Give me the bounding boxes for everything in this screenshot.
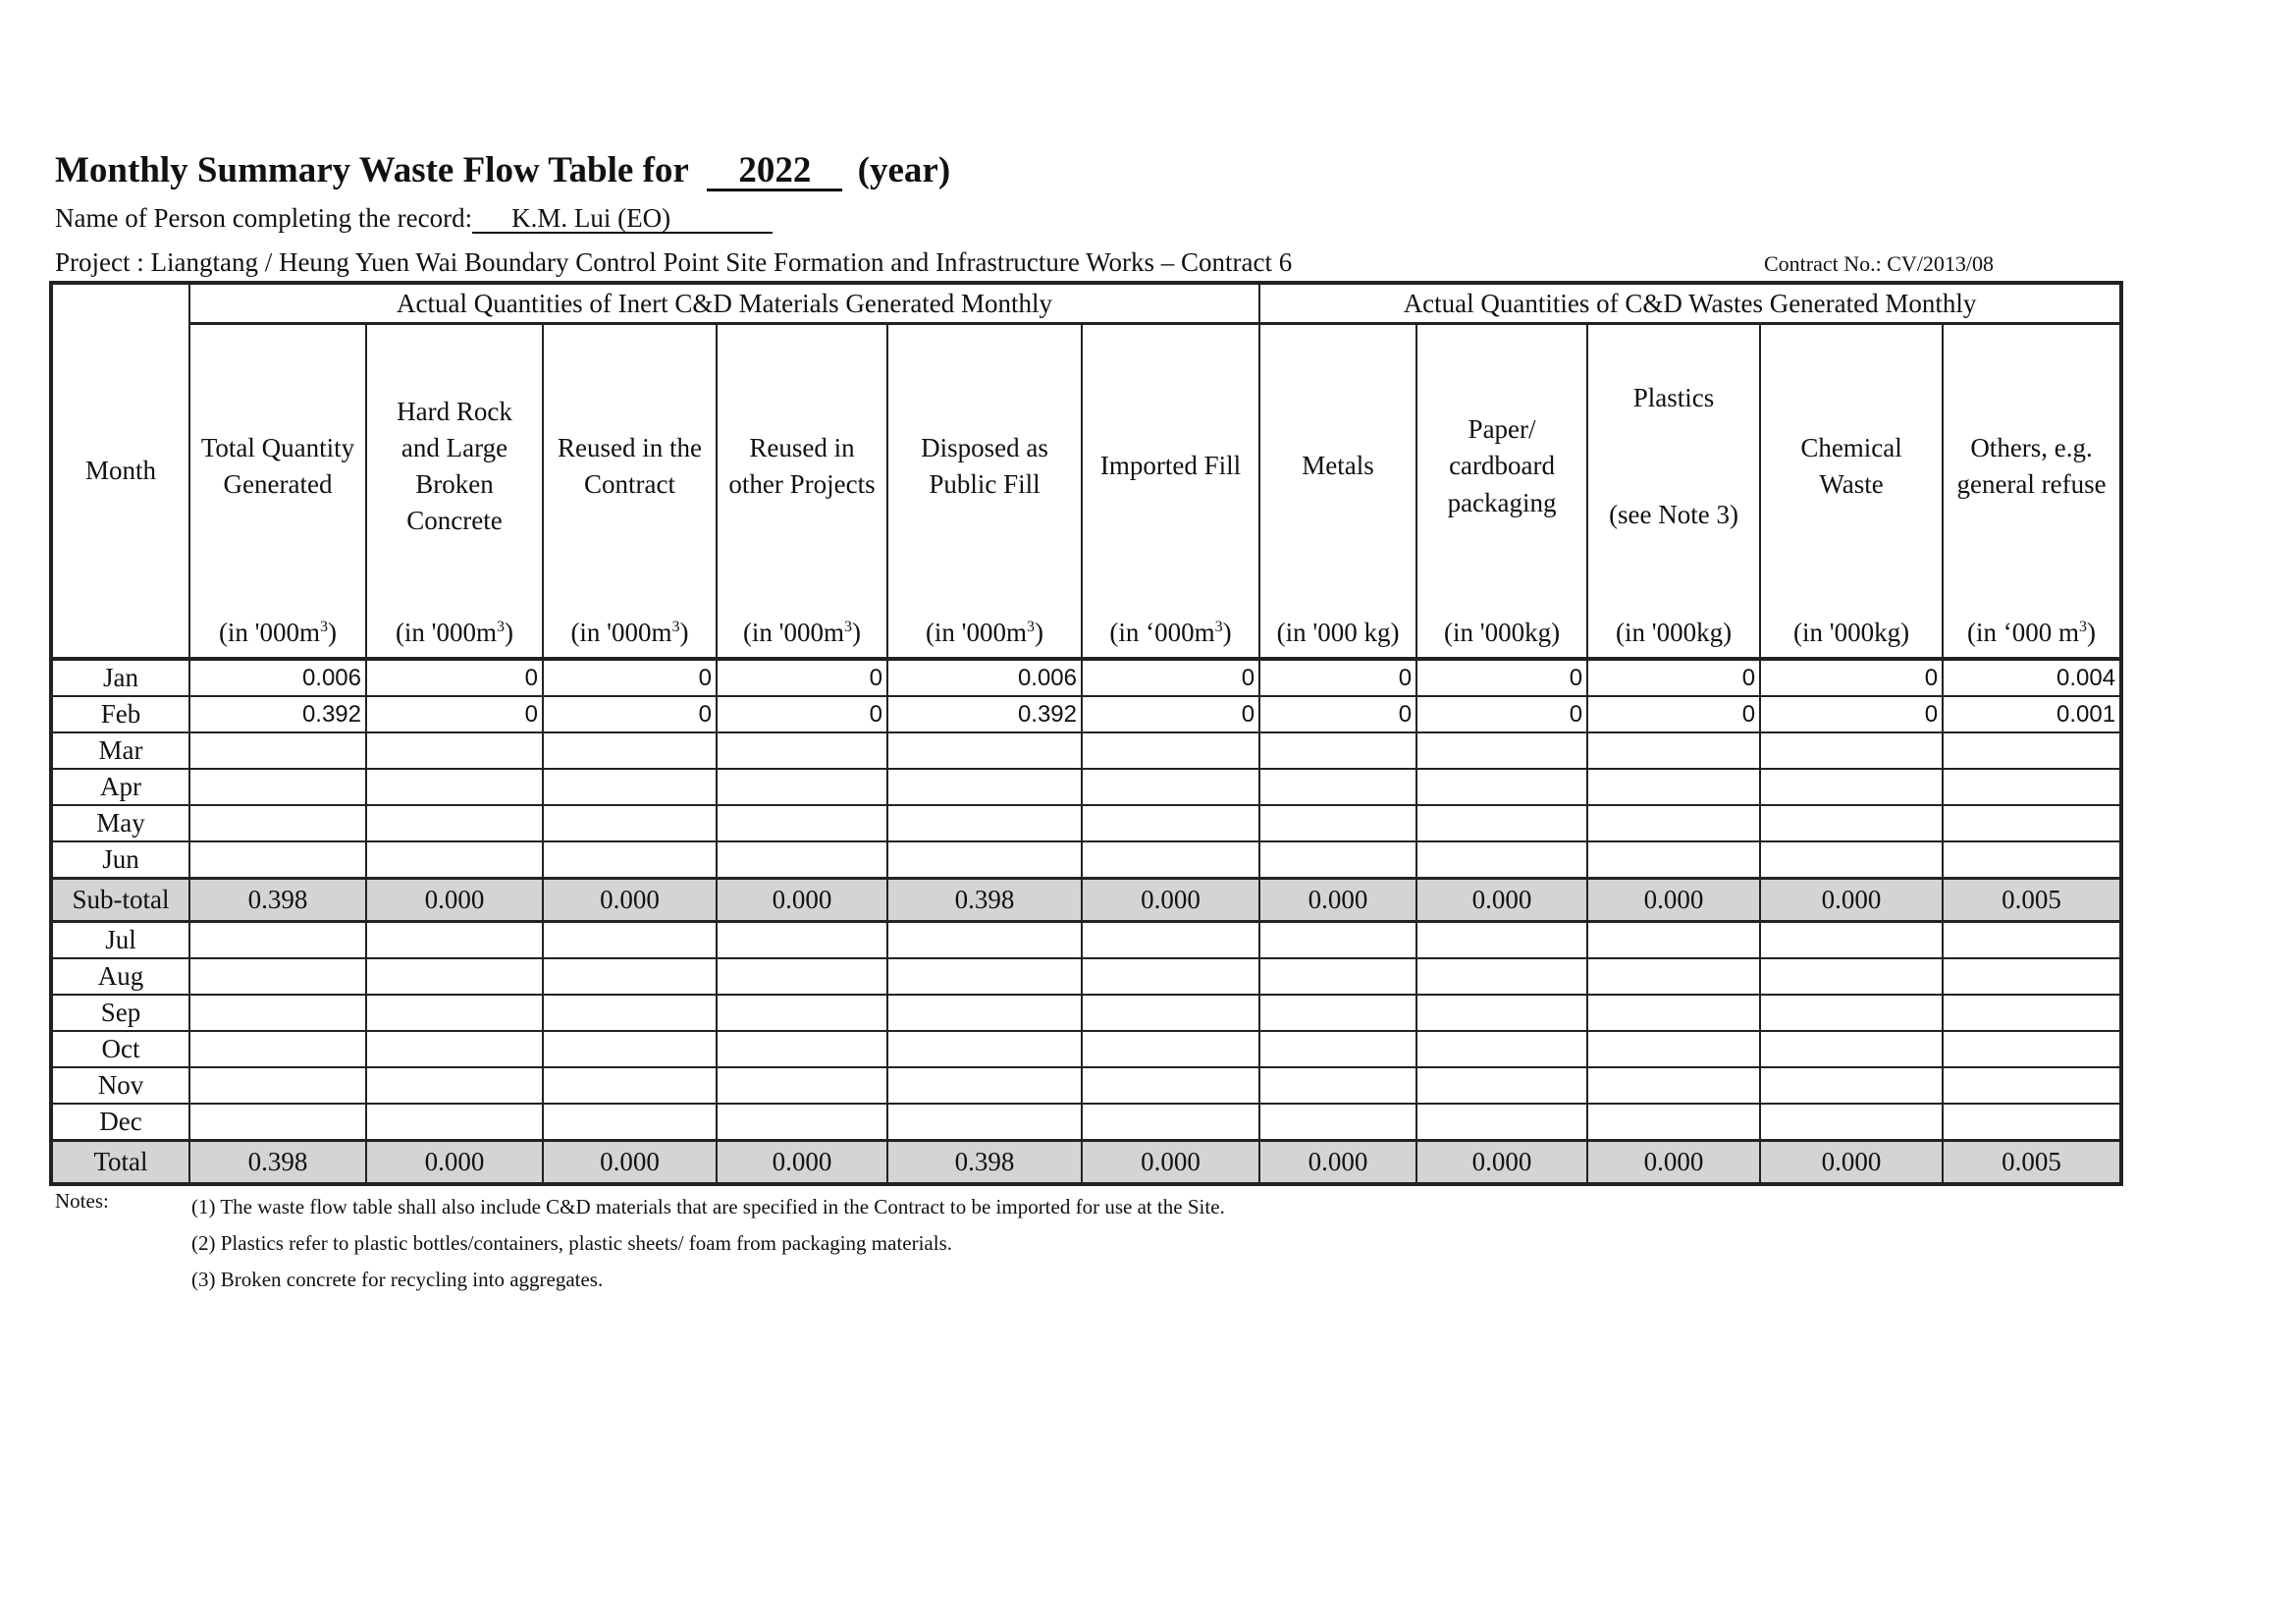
col-header-line: Disposed as: [921, 432, 1048, 462]
table-cell: 0: [1760, 696, 1943, 732]
col-header-public-fill: [887, 324, 1082, 609]
note-item: (2) Plastics refer to plastic bottles/containers, plastic sheets/ foam from packaging materials.: [191, 1231, 953, 1255]
table-cell: [887, 1104, 1082, 1141]
unit-plastics: (in '000kg): [1587, 608, 1760, 659]
table-cell: [1943, 732, 2121, 769]
unit-text: ): [2087, 617, 2097, 647]
total-row: [51, 1141, 2121, 1185]
table-cell: 0.000: [1587, 879, 1760, 922]
table-cell: [1259, 1067, 1416, 1104]
table-cell: [1943, 922, 2121, 959]
table-cell: [1259, 1104, 1416, 1141]
table-cell: [1760, 732, 1943, 769]
row-label: Jul: [51, 922, 189, 959]
table-cell: [189, 769, 366, 805]
col-header-line: Waste: [1819, 469, 1884, 499]
table-cell: [543, 732, 717, 769]
table-cell: [543, 1031, 717, 1067]
table-cell: 0: [543, 696, 717, 732]
unit-text: ): [1035, 617, 1044, 647]
table-cell: [1082, 1031, 1259, 1067]
table-cell: [1943, 1031, 2121, 1067]
table-row: [51, 922, 2121, 959]
unit-text: (in ‘000m: [1109, 617, 1215, 647]
table-cell: [1416, 1104, 1587, 1141]
col-header-line: Plastics: [1632, 383, 1715, 412]
unit-reused-other: [717, 608, 887, 659]
table-cell: [1259, 732, 1416, 769]
col-header-line: Paper/: [1468, 414, 1536, 445]
note-item: (1) The waste flow table shall also include C&D materials that are specified in the Contract to be imported for use at the Site.: [191, 1195, 1225, 1218]
table-cell: [1259, 1031, 1416, 1067]
table-cell: 0: [1760, 659, 1943, 696]
table-cell: [1587, 805, 1760, 841]
table-cell: [887, 732, 1082, 769]
person-line: [55, 203, 773, 234]
table-cell: [1587, 995, 1760, 1031]
table-cell: [366, 841, 543, 879]
table-cell: 0.000: [717, 1141, 887, 1185]
table-cell: [1259, 769, 1416, 805]
table-cell: [366, 922, 543, 959]
project-line: Project : Liangtang / Heung Yuen Wai Boundary Control Point Site Formation and Infrastructure Works – Contract 6: [55, 247, 1293, 277]
table-cell: 0.000: [1259, 1141, 1416, 1185]
table-cell: 0.398: [887, 1141, 1082, 1185]
table-cell: 0: [1587, 696, 1760, 732]
table-cell: [1259, 805, 1416, 841]
unit-text: ): [1222, 617, 1232, 647]
table-cell: [543, 769, 717, 805]
table-cell: [1760, 958, 1943, 995]
table-cell: 0.004: [1943, 659, 2121, 696]
col-header-plastics: [1587, 324, 1760, 609]
row-label: May: [51, 805, 189, 841]
table-cell: 0.392: [189, 696, 366, 732]
row-label: Mar: [51, 732, 189, 769]
row-label: Dec: [51, 1104, 189, 1141]
table-cell: [366, 995, 543, 1031]
unit-text: ): [328, 617, 338, 647]
table-cell: 0: [1082, 659, 1259, 696]
unit-chemical: (in '000kg): [1760, 608, 1943, 659]
inert-group-header: Actual Quantities of Inert C&D Materials Generated Monthly: [189, 283, 1259, 324]
table-cell: 0.001: [1943, 696, 2121, 732]
col-header-line: Reused in: [749, 432, 855, 462]
table-cell: [1416, 922, 1587, 959]
contract-number: Contract No.: CV/2013/08: [1764, 251, 1995, 276]
table-cell: 0.005: [1943, 879, 2121, 922]
table-cell: [1082, 805, 1259, 841]
table-cell: [1943, 1104, 2121, 1141]
table-cell: [1943, 995, 2121, 1031]
table-cell: 0: [1259, 659, 1416, 696]
table-cell: [1259, 922, 1416, 959]
waste-group-header: Actual Quantities of C&D Wastes Generated Monthly: [1259, 283, 2121, 324]
table-row: [51, 769, 2121, 805]
table-cell: 0: [1587, 659, 1760, 696]
table-cell: [543, 995, 717, 1031]
table-cell: [887, 1067, 1082, 1104]
unit-sup: 3: [2079, 618, 2088, 635]
table-cell: [366, 769, 543, 805]
title-suffix: (year): [857, 150, 951, 190]
table-cell: 0.000: [1082, 879, 1259, 922]
table-cell: [543, 958, 717, 995]
col-header-reused-contract: [543, 324, 717, 609]
table-cell: [887, 1031, 1082, 1067]
col-header-line: Concrete: [406, 506, 503, 536]
row-label: Apr: [51, 769, 189, 805]
waste-flow-table: [49, 281, 2123, 1186]
table-cell: [887, 922, 1082, 959]
col-header-line: Generated: [223, 469, 333, 499]
table-cell: 0.006: [887, 659, 1082, 696]
table-cell: [1259, 958, 1416, 995]
table-cell: [189, 805, 366, 841]
table-body: [51, 659, 2121, 1184]
table-cell: [1082, 1067, 1259, 1104]
table-cell: [1760, 805, 1943, 841]
table-cell: [1416, 1031, 1587, 1067]
table-cell: [1760, 1031, 1943, 1067]
row-label: Nov: [51, 1067, 189, 1104]
col-header-line: cardboard: [1449, 451, 1556, 481]
table-cell: [1587, 1031, 1760, 1067]
table-cell: [1416, 841, 1587, 879]
subtotal-row: [51, 879, 2121, 922]
table-cell: [1416, 958, 1587, 995]
table-cell: 0: [366, 696, 543, 732]
col-header-note: (see Note 3): [1609, 500, 1739, 530]
unit-text: ): [852, 617, 862, 647]
table-cell: [189, 1031, 366, 1067]
table-cell: [887, 805, 1082, 841]
table-cell: 0.000: [543, 1141, 717, 1185]
table-row: [51, 1031, 2121, 1067]
row-label: Sub-total: [51, 879, 189, 922]
col-header-line: Contract: [584, 469, 675, 499]
table-cell: [366, 1104, 543, 1141]
table-cell: 0: [1416, 696, 1587, 732]
table-cell: [1760, 995, 1943, 1031]
table-cell: [1760, 922, 1943, 959]
table-cell: [1587, 1104, 1760, 1141]
table-cell: [543, 805, 717, 841]
table-cell: [1416, 805, 1587, 841]
table-cell: [1943, 958, 2121, 995]
table-cell: [543, 841, 717, 879]
table-cell: [887, 958, 1082, 995]
table-cell: 0.005: [1943, 1141, 2121, 1185]
col-header-line: Imported Fill: [1099, 451, 1242, 481]
col-header-line: Hard Rock: [397, 396, 512, 426]
table-cell: [717, 922, 887, 959]
person-label: Name of Person completing the record:: [55, 203, 473, 233]
table-cell: 0.392: [887, 696, 1082, 732]
table-cell: [189, 995, 366, 1031]
col-header-imported-fill: [1082, 324, 1259, 609]
col-header-line: Others, e.g.: [1970, 432, 2093, 462]
table-cell: [1259, 841, 1416, 879]
col-header-paper: [1416, 324, 1587, 609]
table-cell: [1760, 1067, 1943, 1104]
col-header-total-quantity: [189, 324, 366, 609]
table-cell: [1943, 769, 2121, 805]
table-cell: [1416, 1067, 1587, 1104]
table-cell: [189, 958, 366, 995]
table-row: [51, 659, 2121, 696]
table-cell: 0: [717, 696, 887, 732]
table-cell: [1760, 769, 1943, 805]
table-cell: [189, 1104, 366, 1141]
row-label: Jun: [51, 841, 189, 879]
table-cell: [366, 1067, 543, 1104]
unit-sup: 3: [671, 618, 680, 635]
table-cell: [189, 922, 366, 959]
unit-sup: 3: [320, 618, 329, 635]
table-cell: [717, 805, 887, 841]
unit-sup: 3: [1027, 618, 1036, 635]
table-cell: [1587, 922, 1760, 959]
table-cell: [366, 958, 543, 995]
unit-text: (in ‘000 m: [1967, 617, 2080, 647]
table-cell: [1587, 958, 1760, 995]
table-cell: [887, 769, 1082, 805]
table-cell: 0.000: [1259, 879, 1416, 922]
row-label: Oct: [51, 1031, 189, 1067]
table-cell: 0: [543, 659, 717, 696]
table-cell: [1943, 805, 2121, 841]
unit-total-quantity: [189, 608, 366, 659]
col-header-line: Metals: [1302, 451, 1374, 481]
col-header-line: packaging: [1447, 487, 1557, 517]
col-header-line: Public Fill: [929, 469, 1041, 499]
row-label: Sep: [51, 995, 189, 1031]
col-header-line: other Projects: [728, 469, 876, 499]
table-cell: [1416, 732, 1587, 769]
table-cell: 0: [1259, 696, 1416, 732]
col-header-line: Broken: [415, 469, 494, 499]
table-cell: 0: [366, 659, 543, 696]
table-cell: 0: [1082, 696, 1259, 732]
col-header-metals: [1259, 324, 1416, 609]
unit-text: (in '000m: [218, 617, 321, 647]
table-cell: 0.398: [189, 879, 366, 922]
table-cell: [1943, 1067, 2121, 1104]
table-cell: [1760, 841, 1943, 879]
person-value: K.M. Lui (EO): [472, 205, 773, 234]
table-cell: [543, 1104, 717, 1141]
table-cell: [1082, 1104, 1259, 1141]
table-cell: [189, 1067, 366, 1104]
table-cell: [189, 841, 366, 879]
col-header-reused-other: [717, 324, 887, 609]
table-row: [51, 1104, 2121, 1141]
table-cell: 0.000: [366, 879, 543, 922]
table-cell: 0.000: [1416, 879, 1587, 922]
unit-reused-contract: [543, 608, 717, 659]
table-cell: [1587, 841, 1760, 879]
table-cell: [366, 1031, 543, 1067]
table-cell: [543, 922, 717, 959]
table-cell: [1587, 732, 1760, 769]
unit-text: (in '000m: [742, 617, 845, 647]
table-row: [51, 995, 2121, 1031]
table-cell: 0.000: [1760, 1141, 1943, 1185]
table-cell: [1416, 769, 1587, 805]
col-header-others: [1943, 324, 2121, 609]
table-cell: [717, 732, 887, 769]
table-cell: 0: [1416, 659, 1587, 696]
col-header-hard-rock: [366, 324, 543, 609]
unit-sup: 3: [844, 618, 853, 635]
col-header-line: general refuse: [1956, 469, 2107, 499]
table-cell: [1416, 995, 1587, 1031]
notes-label: Notes:: [55, 1189, 109, 1213]
unit-text: ): [679, 617, 689, 647]
table-cell: [1259, 995, 1416, 1031]
table-cell: 0.000: [366, 1141, 543, 1185]
table-cell: 0: [717, 659, 887, 696]
table-cell: 0.000: [1082, 1141, 1259, 1185]
table-cell: 0.000: [543, 879, 717, 922]
table-cell: [1943, 841, 2121, 879]
unit-metals: (in '000 kg): [1259, 608, 1416, 659]
unit-sup: 3: [1214, 618, 1223, 635]
table-cell: [1082, 769, 1259, 805]
table-row: [51, 958, 2121, 995]
col-header-chemical: [1760, 324, 1943, 609]
table-cell: [717, 1104, 887, 1141]
table-cell: [717, 958, 887, 995]
title-prefix: Monthly Summary Waste Flow Table for: [55, 150, 689, 190]
col-header-line: Reused in the: [558, 432, 702, 462]
table-cell: [366, 805, 543, 841]
col-header-line: Total Quantity: [200, 432, 355, 462]
unit-sup: 3: [497, 618, 506, 635]
table-cell: [717, 995, 887, 1031]
table-row: [51, 841, 2121, 879]
unit-hard-rock: [366, 608, 543, 659]
unit-public-fill: [887, 608, 1082, 659]
unit-imported-fill: [1082, 608, 1259, 659]
table-cell: 0.000: [717, 879, 887, 922]
table-cell: 0.398: [887, 879, 1082, 922]
table-cell: [189, 732, 366, 769]
unit-paper: (in '000kg): [1416, 608, 1587, 659]
row-label: Jan: [51, 659, 189, 696]
table-cell: 0.000: [1416, 1141, 1587, 1185]
table-cell: [543, 1067, 717, 1104]
table-cell: [717, 1031, 887, 1067]
year-value: 2022: [707, 152, 842, 191]
table-cell: 0.000: [1760, 879, 1943, 922]
unit-text: (in '000m: [395, 617, 498, 647]
table-row: [51, 805, 2121, 841]
unit-text: (in '000m: [570, 617, 672, 647]
col-header-line: and Large: [400, 432, 508, 462]
table-row: [51, 1067, 2121, 1104]
table-cell: [1760, 1104, 1943, 1141]
row-label: Aug: [51, 958, 189, 995]
table-cell: [1082, 732, 1259, 769]
table-row: [51, 696, 2121, 732]
table-cell: 0.398: [189, 1141, 366, 1185]
table-cell: [366, 732, 543, 769]
table-cell: [1587, 769, 1760, 805]
unit-text: (in '000m: [925, 617, 1028, 647]
page-title: [55, 149, 950, 191]
table-cell: 0.006: [189, 659, 366, 696]
row-label: Total: [51, 1141, 189, 1185]
table-cell: [887, 841, 1082, 879]
table-cell: [1082, 841, 1259, 879]
table-cell: [717, 841, 887, 879]
table-cell: [1082, 958, 1259, 995]
table-cell: [1082, 922, 1259, 959]
col-header-line: Chemical: [1800, 432, 1902, 462]
note-item: (3) Broken concrete for recycling into aggregates.: [191, 1268, 604, 1291]
row-label: Feb: [51, 696, 189, 732]
month-header: Month: [51, 283, 189, 659]
table-cell: [717, 769, 887, 805]
notes-list: [191, 1189, 1225, 1298]
table-cell: [1082, 995, 1259, 1031]
table-cell: 0.000: [1587, 1141, 1760, 1185]
table-cell: [717, 1067, 887, 1104]
table-cell: [1587, 1067, 1760, 1104]
table-row: [51, 732, 2121, 769]
table-cell: [887, 995, 1082, 1031]
unit-text: ): [505, 617, 514, 647]
unit-others: [1943, 608, 2121, 659]
